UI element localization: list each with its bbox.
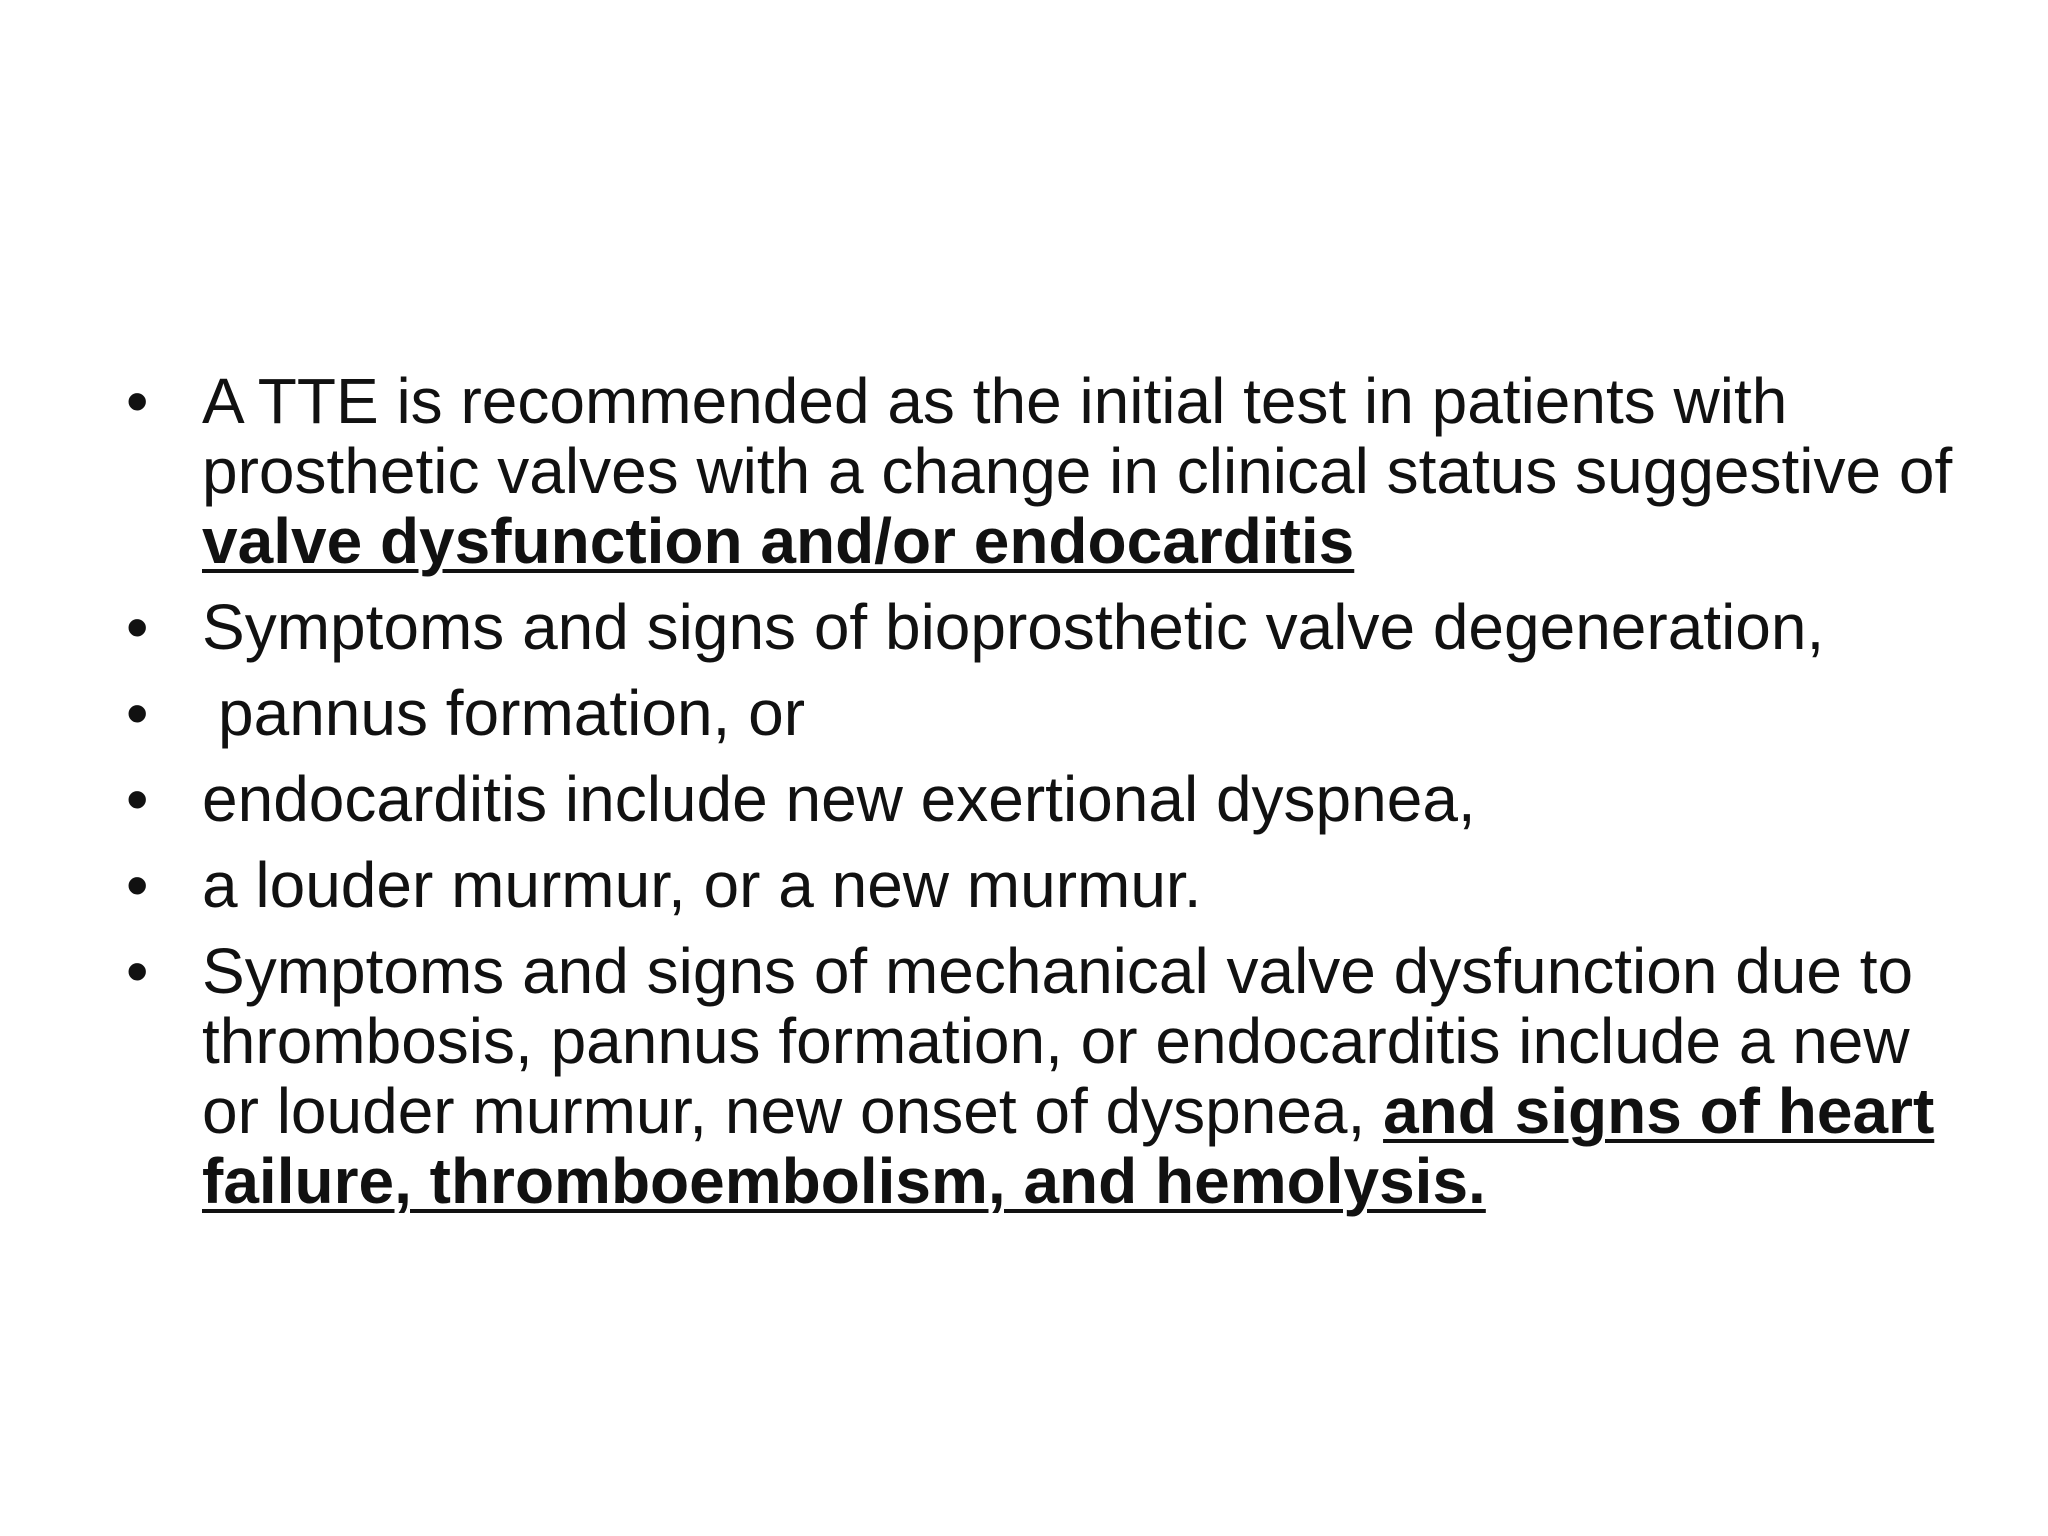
bullet-glyph: •	[126, 365, 149, 437]
bullet-item-5	[118, 850, 1978, 920]
bullet-text: pannus formation, or	[218, 677, 805, 749]
bullet-text: endocarditis include new exertional dyspnea,	[202, 763, 1476, 835]
bullet-item-1	[118, 366, 1978, 576]
bullet-text: Symptoms and signs of bioprosthetic valve degeneration,	[202, 591, 1825, 663]
bullet-item-2	[118, 592, 1978, 662]
bullet-emphasis: and signs of heart failure, thromboembolism, and hemolysis.	[202, 1075, 1935, 1217]
bullet-item-3	[118, 678, 1978, 748]
bullet-text: A TTE is recommended as the initial test in patients with prosthetic valves with a change in clinical status suggestive of	[202, 365, 1953, 507]
bullet-emphasis: valve dysfunction and/or endocarditis	[202, 505, 1355, 577]
bullet-list	[118, 366, 1978, 1232]
bullet-glyph: •	[126, 763, 149, 835]
bullet-text: Symptoms and signs of mechanical valve dysfunction due to thrombosis, pannus formation, or endocarditis include a new or louder murmur, new onset of dyspnea,	[202, 935, 1914, 1147]
bullet-glyph: •	[126, 677, 149, 749]
bullet-item-6	[118, 936, 1978, 1216]
bullet-item-4	[118, 764, 1978, 834]
bullet-text: a louder murmur, or a new murmur.	[202, 849, 1202, 921]
bullet-glyph: •	[126, 591, 149, 663]
bullet-glyph: •	[126, 935, 149, 1007]
bullet-glyph: •	[126, 849, 149, 921]
